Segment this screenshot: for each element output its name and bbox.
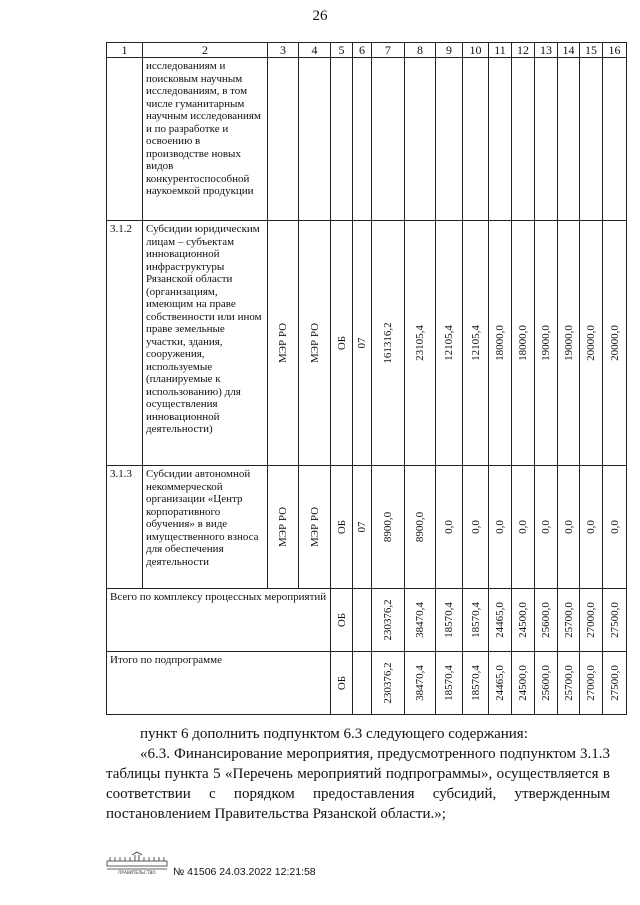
value-cell: 18000,0 (516, 325, 529, 361)
value-cell: 12105,4 (469, 325, 482, 361)
stamp-caption: ПРАВИТЕЛЬСТВО (118, 870, 156, 875)
table-row (107, 221, 627, 466)
funding-source: ОБ (335, 675, 348, 691)
measure-name-text: Субсидии юридическим лицам – субъектам инновационной инфраструктуры Рязанской области (организациям, имеющим на праве собственности или ином праве земельные участки, здания, сооружения, используемые (планируемые к использованию) для осуществления инновационной деятельности) (146, 223, 262, 435)
column-header: 9 (436, 43, 463, 58)
column-header: 16 (603, 43, 627, 58)
code: 07 (355, 337, 368, 349)
government-stamp-icon (106, 851, 168, 875)
total-complex-row (107, 589, 627, 652)
table-row (107, 58, 627, 221)
value-cell: 38470,4 (413, 602, 426, 638)
measure-name (143, 221, 268, 466)
value-cell: 12105,4 (442, 325, 455, 361)
page-number: 26 (312, 8, 328, 24)
code-cell (353, 466, 372, 589)
executor-cell (268, 221, 299, 466)
registration-footer: № 41506 24.03.2022 12:21:58 (173, 866, 316, 878)
co-executor-cell (299, 466, 331, 589)
total-subprogram-label: Итого по подпрограмме (110, 654, 222, 666)
column-header: 11 (489, 43, 512, 58)
value-cell: 8900,0 (381, 511, 394, 543)
column-header: 10 (463, 43, 489, 58)
measure-name-text: исследованиям и поисковым научным исследованиям, в том числе гуманитарным научным исследованиям и по разработке и освоению в производстве новых видов конкурентоспособной наукоемкой продукции (146, 60, 261, 197)
column-header: 2 (143, 43, 268, 58)
column-header: 4 (299, 43, 331, 58)
value-cell: 25700,0 (562, 602, 575, 638)
value-cell: 18570,4 (442, 665, 455, 701)
value-cell: 27500,0 (608, 602, 621, 638)
code: 07 (355, 521, 368, 533)
source-cell (331, 466, 353, 589)
value-cell: 25700,0 (562, 665, 575, 701)
row-number (107, 221, 143, 466)
funding-source: ОБ (335, 519, 348, 535)
executor: МЭР РО (276, 506, 289, 548)
value-cell: 20000,0 (608, 325, 621, 361)
source-cell (331, 221, 353, 466)
value-cell: 24465,0 (493, 665, 506, 701)
column-header: 12 (512, 43, 535, 58)
executor-cell (268, 466, 299, 589)
value-cell: 18570,4 (469, 602, 482, 638)
value-cell: 18000,0 (493, 325, 506, 361)
value-cell: 27000,0 (584, 602, 597, 638)
co-executor: МЭР РО (308, 506, 321, 548)
code-cell (353, 221, 372, 466)
value-cell: 27500,0 (608, 665, 621, 701)
value-cell: 38470,4 (413, 665, 426, 701)
value-cell: 0,0 (539, 520, 552, 534)
amendment-text: «6.3. Финансирование мероприятия, предусмотренного подпунктом 3.1.3 таблицы пункта 5 «Перечень мероприятий подпрограммы», осуществляется в соответствии с порядком предоставления субсидий, утвержденным постановлением Правительства Рязанской области.»; (106, 746, 610, 822)
value-cell: 18570,4 (442, 602, 455, 638)
row-number-text: 3.1.2 (110, 223, 132, 235)
total-label-cell (107, 652, 331, 715)
executor: МЭР РО (276, 322, 289, 364)
value-cell: 27000,0 (584, 665, 597, 701)
column-header: 13 (535, 43, 558, 58)
value-cell: 0,0 (584, 520, 597, 534)
co-executor-cell (299, 221, 331, 466)
row-number (107, 466, 143, 589)
funding-source: ОБ (335, 335, 348, 351)
value-cell: 230376,2 (381, 599, 394, 641)
value-cell: 0,0 (516, 520, 529, 534)
value-cell: 20000,0 (584, 325, 597, 361)
value-cell: 25600,0 (539, 602, 552, 638)
value-cell: 161316,2 (381, 322, 394, 364)
row-number (107, 58, 143, 221)
measure-name (143, 466, 268, 589)
value-cell: 19000,0 (539, 325, 552, 361)
column-header: 5 (331, 43, 353, 58)
column-header: 7 (372, 43, 405, 58)
co-executor: МЭР РО (308, 322, 321, 364)
measure-name (143, 58, 268, 221)
column-number-row (107, 43, 627, 58)
column-header: 1 (107, 43, 143, 58)
value-cell: 19000,0 (562, 325, 575, 361)
value-cell: 0,0 (562, 520, 575, 534)
total-subprogram-row (107, 652, 627, 715)
value-cell: 8900,0 (413, 511, 426, 543)
value-cell: 230376,2 (381, 662, 394, 704)
amendment-intro: пункт 6 дополнить подпунктом 6.3 следующего содержания: (140, 726, 528, 742)
measures-table (106, 42, 627, 715)
column-header: 6 (353, 43, 372, 58)
value-cell: 0,0 (493, 520, 506, 534)
measure-name-text: Субсидии автономной некоммерческой организации «Центр корпоративного обучения» в виде имущественного взноса для обеспечения деятельности (146, 468, 259, 568)
value-cell: 25600,0 (539, 665, 552, 701)
table-row (107, 466, 627, 589)
value-cell: 24500,0 (516, 665, 529, 701)
value-cell: 23105,4 (413, 325, 426, 361)
value-cell: 24465,0 (493, 602, 506, 638)
total-label-cell (107, 589, 331, 652)
total-complex-label: Всего по комплексу процессных мероприятий (110, 591, 327, 603)
value-cell: 0,0 (469, 520, 482, 534)
value-cell: 18570,4 (469, 665, 482, 701)
column-header: 8 (405, 43, 436, 58)
column-header: 15 (580, 43, 603, 58)
funding-source: ОБ (335, 612, 348, 628)
row-number-text: 3.1.3 (110, 468, 132, 480)
value-cell: 24500,0 (516, 602, 529, 638)
value-cell: 0,0 (442, 520, 455, 534)
column-header: 3 (268, 43, 299, 58)
column-header: 14 (558, 43, 580, 58)
value-cell: 0,0 (608, 520, 621, 534)
